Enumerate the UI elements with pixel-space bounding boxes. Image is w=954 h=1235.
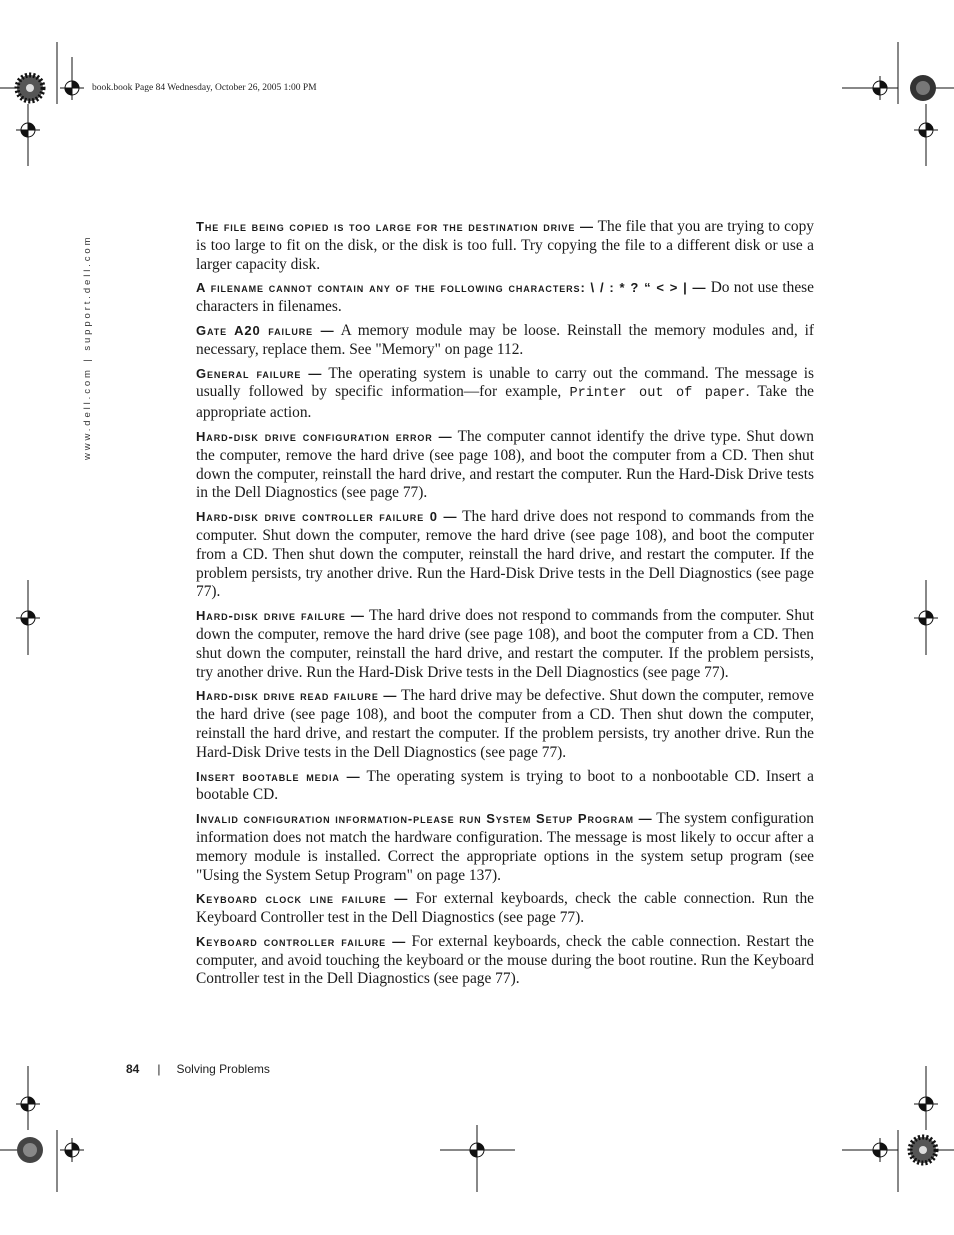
- section-title: Solving Problems: [176, 1062, 270, 1076]
- error-term: Hard-disk drive configuration error —: [196, 428, 453, 444]
- error-description: The operating system is unable to carry out the command. The message is usually followed by specific information—for example,: [196, 364, 815, 401]
- list-item: [196, 365, 814, 423]
- error-description: The system configuration information does not match the hardware configuration. The message is most likely to occur after a memory module is installed. Correct the appropriate options in the system setup program (see "Using the System Setup Program" on page 137).: [196, 810, 814, 884]
- list-item: [196, 768, 814, 806]
- list-item: [196, 279, 814, 317]
- error-term: Gate A20 failure —: [196, 322, 335, 338]
- error-term: Hard-disk drive failure —: [196, 608, 365, 624]
- list-item: [196, 890, 814, 928]
- error-description: A memory module may be loose. Reinstall the memory modules and, if necessary, replace them. See "Memory" on page 112.: [196, 321, 814, 358]
- error-description: For external keyboards, check the cable connection. Run the Keyboard Controller test in the Dell Diagnostics (see page 77).: [196, 890, 814, 927]
- page-footer: [126, 1062, 270, 1076]
- error-term: Keyboard clock line failure —: [196, 891, 409, 907]
- error-term: Insert bootable media —: [196, 768, 361, 784]
- list-item: [196, 508, 814, 602]
- error-description: The hard drive does not respond to commands from the computer. Shut down the computer, remove the hard drive (see page 108), and boot the computer from a CD. Then shut down the computer, reinstall the hard drive, and restart the computer. If the problem persists, try another drive. Run the Hard-Disk Drive tests in the Dell Diagnostics (see page 77).: [196, 508, 814, 601]
- list-item: [196, 810, 814, 885]
- list-item: [196, 687, 814, 762]
- error-term: The file being copied is too large for the destination drive —: [196, 219, 594, 234]
- error-description: The operating system is trying to boot to a nonbootable CD. Insert a bootable CD.: [196, 767, 814, 804]
- page-number: 84: [126, 1062, 140, 1076]
- error-description: The file that you are trying to copy is too large to fit on the disk, or the disk is too full. Try copying the file to a different disk or use a larger capacity disk.: [196, 218, 815, 273]
- error-description: The hard drive may be defective. Shut down the computer, remove the hard drive (see page 108), and boot the computer from a CD. Then shut down the computer, reinstall the hard drive, and restart the computer. If the problem persists, try another drive. Run the Hard-Disk Drive tests in the Dell Diagnostics (see page 77).: [196, 687, 814, 761]
- side-url: www.dell.com | support.dell.com: [82, 234, 93, 460]
- error-description: The hard drive does not respond to commands from the computer. Shut down the computer, remove the hard drive (see page 108), and boot the computer from a CD. Then shut down the computer, reinstall the hard drive, and restart the computer. If the problem persists, try another drive. Run the Hard-Disk Drive tests in the Dell Diagnostics (see page 77).: [196, 607, 815, 681]
- code-sample: Printer out of paper: [569, 386, 746, 402]
- print-header-stamp: book.book Page 84 Wednesday, October 26, 2005 1:00 PM: [92, 83, 317, 93]
- list-item: [196, 322, 814, 360]
- error-term: A filename cannot contain any of the following characters: \ / : * ? “ < > | —: [196, 280, 707, 296]
- list-item: [196, 933, 814, 989]
- error-term: Hard-disk drive read failure —: [196, 688, 398, 704]
- list-item: [196, 607, 814, 682]
- error-term: Invalid configuration information-please run System Setup Program —: [196, 811, 653, 827]
- error-description: For external keyboards, check the cable connection. Restart the computer, and avoid touching the keyboard or the mouse during the boot routine. Run the Keyboard Controller test in the Dell Diagnostics (see page 77).: [196, 932, 814, 988]
- error-description: The computer cannot identify the drive type. Shut down the computer, remove the hard drive (see page 108), and boot the computer from a CD. Then shut down the computer, reinstall the hard drive, and restart the computer. Run the Hard-Disk Drive tests in the Dell Diagnostics (see page 77).: [196, 427, 814, 502]
- error-description: Do not use these characters in filenames.: [196, 279, 814, 316]
- error-term: Keyboard controller failure —: [196, 933, 407, 949]
- error-description-end: . Take the appropriate action.: [196, 383, 814, 422]
- list-item: [196, 428, 814, 503]
- footer-separator: |: [157, 1062, 161, 1076]
- error-term: General failure —: [196, 365, 323, 381]
- error-message-list: [196, 218, 814, 994]
- list-item: [196, 218, 814, 274]
- error-term: Hard-disk drive controller failure 0 —: [196, 509, 458, 525]
